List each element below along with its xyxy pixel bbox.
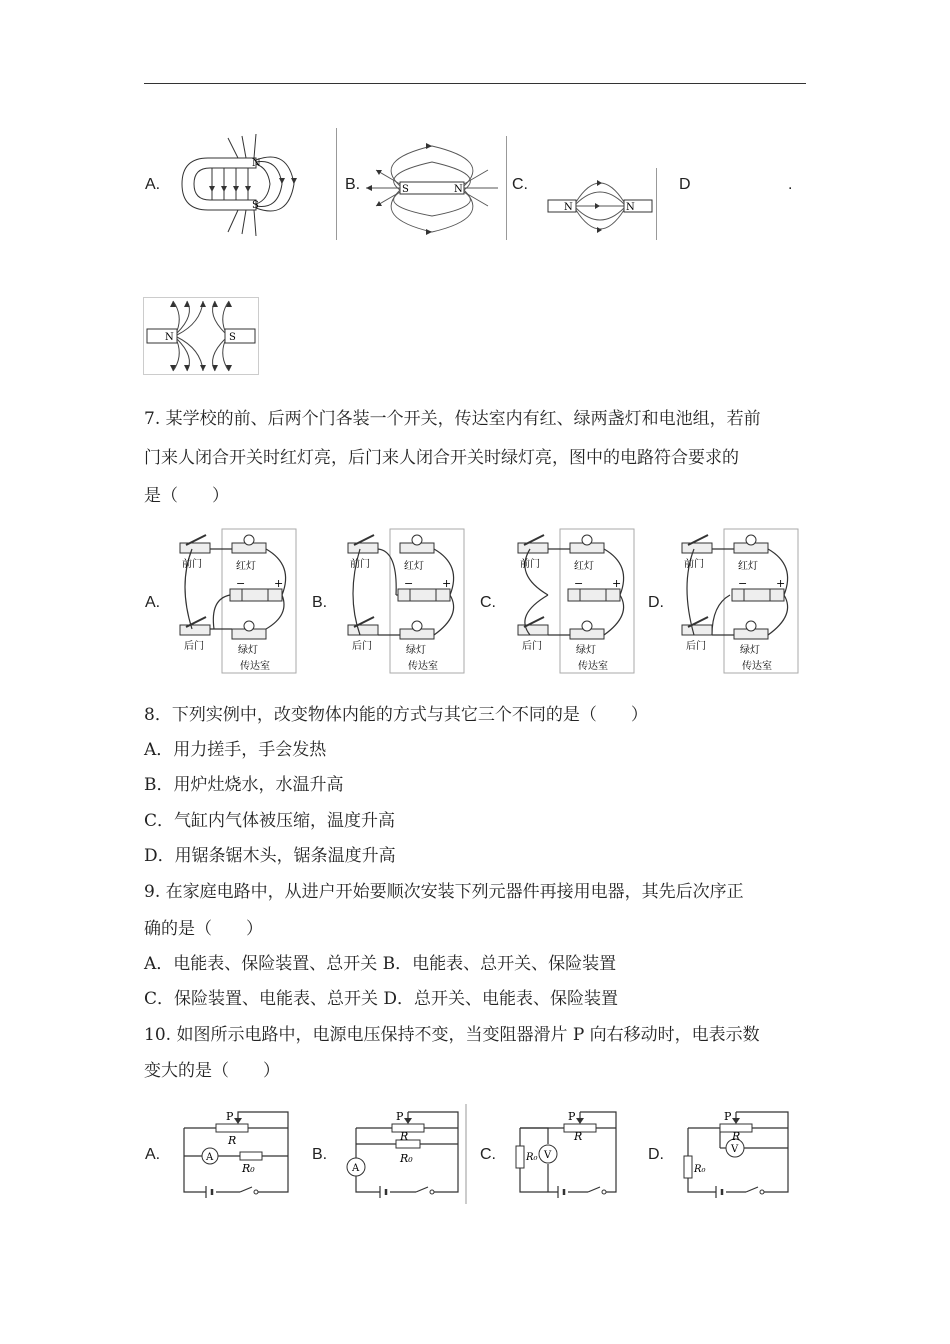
q7-label-green-lamp: 绿灯 [406, 645, 426, 656]
q6-figure-c [546, 160, 654, 242]
q10-a-rheostat: R [228, 1134, 237, 1147]
q7-label-minus: − [738, 577, 748, 590]
q6-b-south: S [402, 184, 409, 195]
q7-label-minus: − [404, 577, 414, 590]
q10-c-slider: P [568, 1110, 576, 1123]
q7-label-plus: + [442, 577, 452, 590]
q6-divider [336, 128, 337, 240]
q10-option-a: A. [145, 1146, 161, 1163]
q7-label-red-lamp: 红灯 [404, 561, 424, 572]
q7-label-red-lamp: 红灯 [574, 561, 594, 572]
q9-stem-line-1: 9. 在家庭电路中，从进户开始要顺次安装下列元器件再接用电器，其先后次序正 [144, 882, 744, 902]
q10-b-resistor: R₀ [400, 1152, 413, 1165]
q7-label-front-door: 前门 [684, 559, 704, 570]
q10-d-voltmeter: V [731, 1144, 739, 1155]
q7-circuit-c [508, 525, 636, 677]
q7-option-b: B. [312, 594, 328, 611]
q7-label-plus: + [274, 577, 284, 590]
q7-stem-line-1: 7. 某学校的前、后两个门各装一个开关，传达室内有红、绿两盏灯和电池组，若前 [144, 409, 761, 429]
q10-c-voltmeter: V [544, 1150, 552, 1161]
q6-b-north: N [454, 184, 463, 195]
q10-b-rheostat: R [400, 1130, 409, 1143]
q7-label-room: 传达室 [742, 661, 772, 672]
q7-label-front-door: 前门 [182, 559, 202, 570]
q7-label-minus: − [236, 577, 246, 590]
q6-option-d-dot: . [788, 176, 793, 193]
q6-a-south: S [252, 200, 259, 211]
q10-a-ammeter: A [206, 1152, 214, 1163]
q7-circuit-d [672, 525, 800, 677]
q7-label-front-door: 前门 [520, 559, 540, 570]
q8-choice-a: A．用力搓手，手会发热 [144, 740, 327, 760]
q10-circuit-c [508, 1104, 624, 1204]
q10-circuit-a [176, 1104, 296, 1200]
q9-choices-ab: A．电能表、保险装置、总开关 B．电能表、总开关、保险装置 [144, 954, 617, 974]
q7-label-room: 传达室 [408, 661, 438, 672]
q7-stem-line-2: 门来人闭合开关时红灯亮，后门来人闭合开关时绿灯亮，图中的电路符合要求的 [144, 448, 739, 468]
q10-option-c: C. [480, 1146, 496, 1163]
q7-label-room: 传达室 [240, 661, 270, 672]
q10-d-slider: P [724, 1110, 732, 1123]
q10-a-slider: P [226, 1110, 234, 1123]
q10-option-b: B. [312, 1146, 328, 1163]
q6-c-left-north: N [564, 202, 573, 213]
q7-label-red-lamp: 红灯 [236, 561, 256, 572]
q6-c-right-north: N [626, 202, 635, 213]
q7-label-plus: + [776, 577, 786, 590]
q7-option-c: C. [480, 594, 496, 611]
q6-d-south: S [229, 332, 236, 343]
q7-label-back-door: 后门 [522, 641, 542, 652]
q10-d-resistor: R₀ [694, 1164, 706, 1175]
q8-stem: 8．下列实例中，改变物体内能的方式与其它三个不同的是（ ） [144, 705, 648, 725]
q7-label-back-door: 后门 [352, 641, 372, 652]
q6-option-b: B. [345, 176, 361, 193]
q10-circuit-d [676, 1104, 796, 1204]
q8-choice-c: C．气缸内气体被压缩，温度升高 [144, 811, 396, 831]
q9-choices-cd: C．保险装置、电能表、总开关 D．总开关、电能表、保险装置 [144, 989, 619, 1009]
q7-label-back-door: 后门 [184, 641, 204, 652]
q6-option-d: D [679, 176, 691, 193]
q10-c-rheostat: R [574, 1130, 583, 1143]
q10-b-ammeter: A [352, 1163, 360, 1174]
q10-b-slider: P [396, 1110, 404, 1123]
header-rule [144, 83, 806, 84]
q7-label-room: 传达室 [578, 661, 608, 672]
q6-figure-d [143, 297, 259, 375]
q7-option-a: A. [145, 594, 161, 611]
q7-label-front-door: 前门 [350, 559, 370, 570]
q7-circuit-a [170, 525, 298, 677]
q7-label-minus: − [574, 577, 584, 590]
q6-option-a: A. [145, 176, 161, 193]
q10-option-d: D. [648, 1146, 664, 1163]
q10-c-resistor: R₀ [526, 1152, 538, 1163]
q7-label-green-lamp: 绿灯 [740, 645, 760, 656]
q6-a-north: N [252, 158, 261, 169]
q7-label-green-lamp: 绿灯 [576, 645, 596, 656]
q6-divider [656, 168, 657, 240]
q9-stem-line-2: 确的是（ ） [144, 919, 263, 939]
q10-stem-line-1: 10. 如图所示电路中，电源电压保持不变，当变阻器滑片 P 向右移动时，电表示数 [144, 1025, 760, 1045]
q6-figure-a [168, 128, 308, 240]
q6-d-north: N [165, 332, 174, 343]
q7-label-back-door: 后门 [686, 641, 706, 652]
q10-circuit-b [340, 1104, 468, 1204]
q10-d-rheostat: R [732, 1130, 741, 1143]
q7-stem-line-3: 是（ ） [144, 486, 229, 506]
q7-circuit-b [338, 525, 466, 677]
q6-divider [506, 136, 507, 240]
q10-a-resistor: R₀ [242, 1162, 255, 1175]
q7-label-plus: + [612, 577, 622, 590]
q6-figure-b [362, 140, 502, 240]
q10-stem-line-2: 变大的是（ ） [144, 1061, 280, 1081]
q7-label-green-lamp: 绿灯 [238, 645, 258, 656]
q7-option-d: D. [648, 594, 664, 611]
q8-choice-d: D．用锯条锯木头，锯条温度升高 [144, 846, 396, 866]
q7-label-red-lamp: 红灯 [738, 561, 758, 572]
q6-option-c: C. [512, 176, 528, 193]
q8-choice-b: B．用炉灶烧水，水温升高 [144, 775, 344, 795]
